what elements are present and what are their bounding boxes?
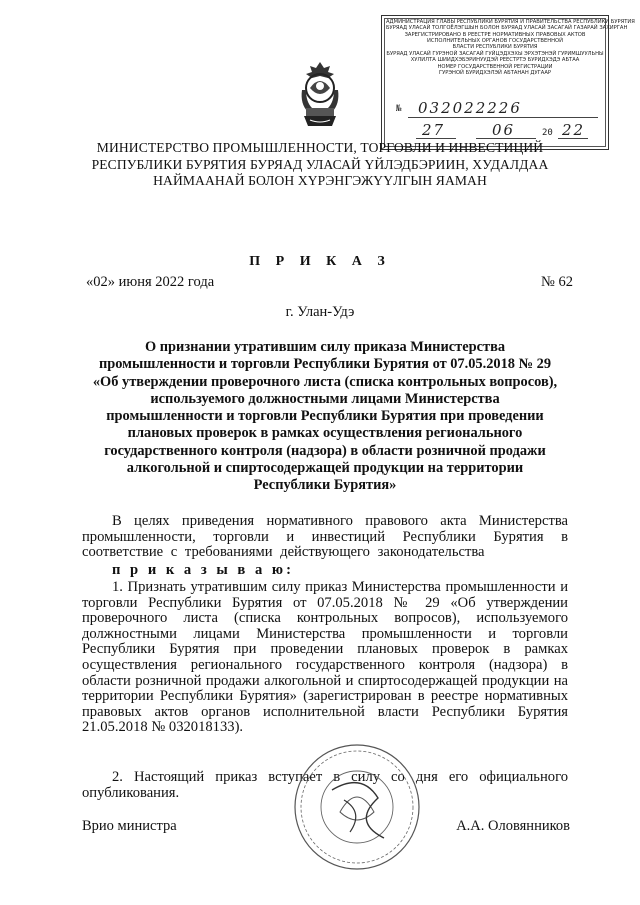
document-heading: П Р И К А З (249, 254, 391, 269)
reg-number: 032022226 (418, 99, 522, 117)
title-line: государственного контроля (надзора) в области розничной продажи (104, 442, 546, 459)
reg-line: ГУРЭНОЙ БУРИДХЭЛЭЙ АБТАНАН ДУГААР (438, 70, 552, 76)
reg-line: ВЛАСТИ РЕСПУБЛИКИ БУРЯТИЯ (452, 44, 538, 50)
reg-line: БУРЯАД УЛАСАЙ ТОЛГОЁЛЭГШЫН БОЛОН БУРЯАД УЛАСАЙ ЗАСАГАЙ ГАЗАРАЙ ЗАХИРГАН (386, 25, 628, 31)
reg-number-prefix: № (396, 104, 402, 114)
title-line: промышленности и торговли Республики Бурятия при проведении (106, 408, 544, 425)
title-line: Республики Бурятия» (253, 477, 397, 494)
item-2-paragraph: 2. Настоящий приказ вступает в силу со дня его официального опубликования. (82, 769, 568, 801)
item-1-paragraph: 1. Признать утратившим силу приказ Министерства промышленности и торговли Республики Бурятия от 07.05.2018 № 29 «Об утверждении проверочного листа (списка контрольных вопросов), используемого должностными лицами Министерства промышленности и торговли Республики Бурятия при проведении плановых проверок в рамках осуществления регионального государственного контроля (надзора) в области розничной продажи алкогольной и спиртосодержащей продукции на территории Республики Бурятия» (зарегистрирован в реестре нормативных правовых актов органов исполнительной власти Республики Бурятия 21.05.2018 № 032018133). (82, 579, 568, 736)
signatory-name: А.А. Оловянников (456, 818, 570, 834)
reg-line: БУРЯАД УЛАСАЙ ГУРЭНОЙ ЗАСАГАЙ ГУЙЦЭДХЭХЫ ЭРХЭТЭНЭЙ ГУРИМШУУЛЬНЫ (386, 51, 604, 57)
order-date: «02» июня 2022 года (86, 274, 215, 290)
title-line: О признании утратившим силу приказа Министерства (144, 339, 506, 355)
reg-line: НОМЕР ГОСУДАРСТВЕННОЙ РЕГИСТРАЦИИ (437, 64, 553, 70)
title-line: алкогольной и спиртосодержащей продукции на территории (126, 460, 524, 477)
order-city: г. Улан-Удэ (285, 304, 355, 320)
order-word-text: п р и к а з ы в а ю: (112, 562, 294, 578)
ministry-line: НАЙМААНАЙ БОЛОН ХҮРЭНГЭЖҮҮЛГЫН ЯАМАН (153, 173, 487, 188)
order-word (82, 563, 568, 579)
title-line: плановых проверок в рамках осуществления регионального (127, 425, 523, 442)
ministry-line: МИНИСТЕРСТВО ПРОМЫШЛЕННОСТИ, ТОРГОВЛИ И ИНВЕСТИЦИЙ (96, 140, 544, 155)
preamble-paragraph: В целях приведения нормативного правового акта Министерства промышленности, торговли и инвестиций Республики Бурятия в соответствие с требованиями действующего законодательства (82, 513, 568, 561)
reg-line: ИСПОЛНИТЕЛЬНЫХ ОРГАНОВ ГОСУДАРСТВЕННОЙ (426, 38, 564, 44)
title-line: промышленности и торговли Республики Бурятия от 07.05.2018 № 29 (98, 356, 552, 373)
ministry-name (60, 140, 580, 190)
title-line: «Об утверждении проверочного листа (списка контрольных вопросов), (92, 373, 558, 390)
signatory-position: Врио министра (82, 818, 177, 834)
title-line: используемого должностными лицами Министерства (150, 390, 500, 407)
reg-line: ХУЛИЛТА ШИИДХЭБЭРИНУУДЭЙ РЕЕСТРТЭ БУРИДХЭДЭ АБТАА (410, 57, 580, 63)
reg-number-underline (408, 117, 598, 118)
reg-month: 06 (492, 121, 516, 139)
registration-stamp (381, 15, 635, 150)
reg-year-prefix: 20 (542, 128, 553, 138)
order-number: № 62 (541, 274, 573, 290)
reg-day: 27 (422, 121, 446, 139)
ministry-line: РЕСПУБЛИКИ БУРЯТИЯ БУРЯАД УЛАСАЙ ҮЙЛЭДБЭРИИН, ХУДАЛДАА (91, 156, 549, 172)
official-seal (292, 742, 422, 872)
order-title (80, 339, 570, 495)
reg-line: АДМИНИСТРАЦИЯ ГЛАВЫ РЕСПУБЛИКИ БУРЯТИЯ И ПРАВИТЕЛЬСТВА РЕСПУБЛИКИ БУРЯТИЯ (386, 19, 635, 25)
coat-of-arms-emblem (296, 60, 344, 132)
reg-year: 22 (562, 121, 586, 139)
reg-line: ЗАРЕГИСТРИРОВАНО В РЕЕСТРЕ НОРМАТИВНЫХ ПРАВОВЫХ АКТОВ (404, 32, 586, 38)
